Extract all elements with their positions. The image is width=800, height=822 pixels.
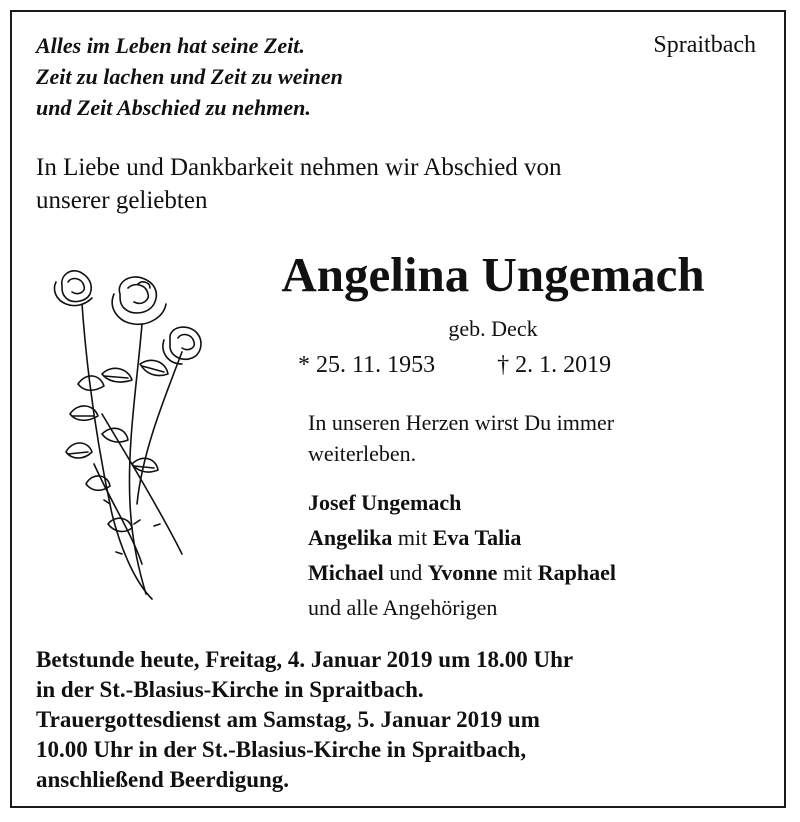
service-line: Trauergottesdienst am Samstag, 5. Januar 2019 um — [36, 707, 540, 732]
comfort-line: In unseren Herzen wirst Du immer — [308, 410, 615, 435]
motto-line: Alles im Leben hat seine Zeit. — [36, 33, 305, 58]
mourner-line: und alle Angehörigen — [308, 595, 498, 620]
mourner-name: Angelika — [308, 525, 393, 550]
mourner-line — [308, 520, 616, 555]
intro-line: In Liebe und Dankbarkeit nehmen wir Abschied von — [36, 154, 562, 181]
mourner-name: Josef Ungemach — [308, 490, 462, 515]
deceased-name: Angelina Ungemach — [281, 247, 705, 302]
comfort-line: weiterleben. — [308, 441, 417, 466]
mourner-name: Eva Talia — [432, 525, 522, 550]
roses-icon — [42, 264, 212, 604]
birth-name: geb. Deck — [448, 316, 538, 341]
place-name: Spraitbach — [653, 32, 756, 58]
mourner-conjunction: mit — [392, 525, 433, 550]
service-line: in der St.-Blasius-Kirche in Spraitbach. — [36, 677, 424, 702]
mourner-name: Yvonne — [427, 560, 498, 585]
mourners-list — [308, 485, 616, 625]
life-dates — [298, 352, 611, 379]
service-line: 10.00 Uhr in der St.-Blasius-Kirche in Spraitbach, — [36, 737, 527, 762]
birth-date: * 25. 11. 1953 — [298, 352, 436, 378]
mourner-name: Michael — [308, 560, 384, 585]
motto-line: Zeit zu lachen und Zeit zu weinen — [36, 64, 343, 89]
service-line: anschließend Beerdigung. — [36, 767, 290, 792]
mourner-conjunction: und — [383, 560, 428, 585]
intro-line: unserer geliebten — [36, 187, 208, 214]
mourner-conjunction: mit — [497, 560, 538, 585]
intro-text — [36, 151, 752, 217]
motto-line: und Zeit Abschied zu nehmen. — [36, 95, 311, 120]
mourner-name: Raphael — [537, 560, 617, 585]
motto-verse — [36, 30, 343, 123]
mourner-line — [308, 555, 616, 590]
service-line: Betstunde heute, Freitag, 4. Januar 2019 um 18.00 Uhr — [36, 647, 574, 672]
service-info — [36, 645, 573, 795]
death-date: † 2. 1. 2019 — [497, 352, 612, 378]
mourner-line — [308, 485, 616, 520]
comfort-text — [308, 407, 614, 469]
